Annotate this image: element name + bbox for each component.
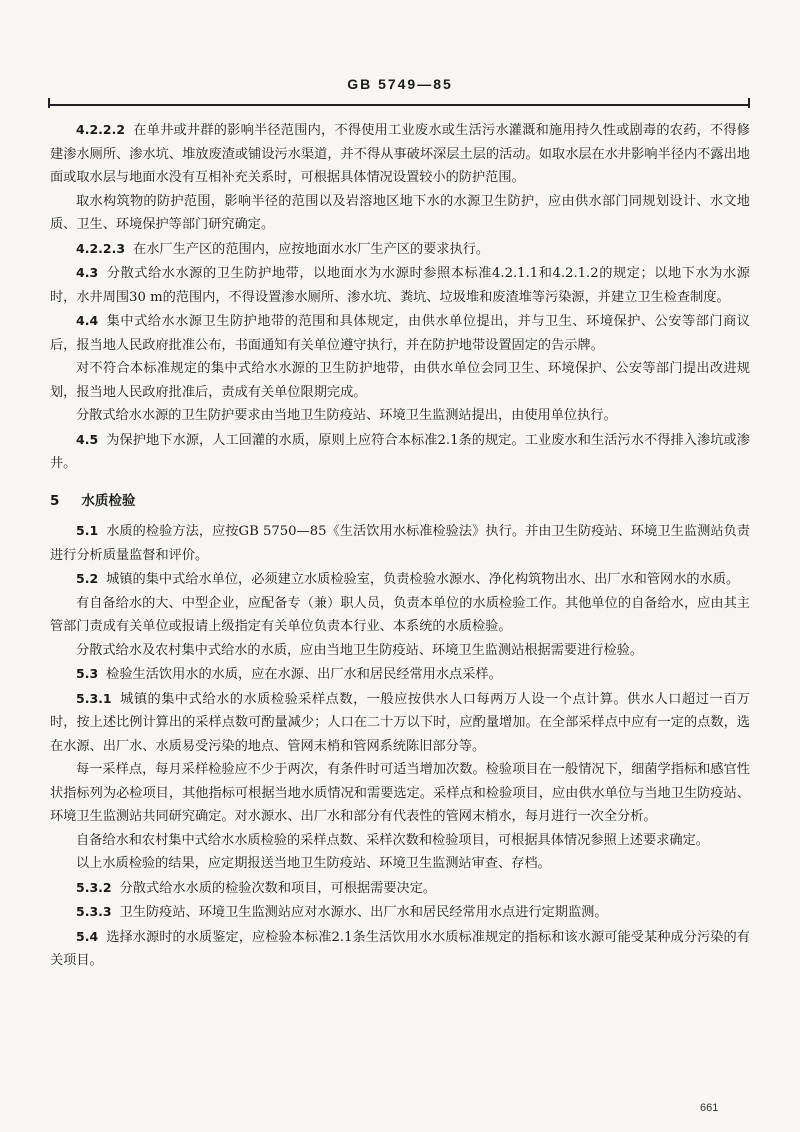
section-heading: 5 水质检验 [50, 492, 136, 509]
paragraph: 有自备给水的大、中型企业，应配备专（兼）职人员，负责本单位的水质检验工作。其他单位的自备给水，应由其主管部门责成有关单位或报请上级指定有关单位负责本行业、本系统的水质检验。 [50, 595, 750, 634]
clause-4-4: 4.4 集中式给水水源卫生防护地带的范围和具体规定，由供水单位提出，并与卫生、环境保护、公安等部门商议后，报当地人民政府批准公布，书面通知有关单位遵守执行，并在防护地带设置固定的告示牌。 [50, 313, 750, 353]
header-rule [48, 104, 750, 106]
clause-5-1: 5.1 水质的检验方法，应按GB 5750—85《生活饮用水标准检验法》执行。并由卫生防疫站、环境卫生监测站负责进行分析质量监督和评价。 [50, 523, 750, 563]
clause-5-4: 5.4 选择水源时的水质鉴定，应检验本标准2.1条生活饮用水水质标准规定的指标和该水源可能受某种成分污染的有关项目。 [50, 928, 750, 968]
header-rule-tick-right [748, 98, 750, 108]
paragraph: 每一采样点，每月采样检验应不少于两次，有条件时可适当增加次数。检验项目在一般情况下，细菌学指标和感官性状指标列为必检项目，其他指标可根据当地水质情况和需要选定。采样点和检验项目，应由供水单位与当地卫生防疫站、环境卫生监测站共同研究确定。对水源水、出厂水和部分有代表性的管网末梢水，每月进行一次全分析。 [50, 762, 750, 824]
clause-5-3-3: 5.3.3 卫生防疫站、环境卫生监测站应对水源水、出厂水和居民经常用水点进行定期监测。 [76, 904, 608, 920]
clause-4-3: 4.3 分散式给水水源的卫生防护地带，以地面水为水源时参照本标准4.2.1.1和4.2.1.2的规定；以地下水为水源时，水井周围30 m的范围内，不得设置渗水厕所、渗水坑、粪坑、垃圾堆和废渣堆等污染源，并建立卫生检查制度。 [50, 265, 750, 305]
paragraph: 分散式给水水源的卫生防护要求由当地卫生防疫站、环境卫生监测站提出，由使用单位执行。 [76, 408, 617, 423]
clause-5-2: 5.2 城镇的集中式给水单位，必须建立水质检验室，负责检验水源水、净化构筑物出水、出厂水和管网水的水质。 [76, 571, 740, 587]
clause-5-3: 5.3 检验生活饮用水的水质，应在水源、出厂水和居民经常用水点采样。 [76, 666, 502, 682]
clause-4-2-2-3: 4.2.2.3 在水厂生产区的范围内，应按地面水水厂生产区的要求执行。 [76, 240, 490, 257]
page-header: GB 5749—85 [347, 76, 453, 92]
paragraph: 对不符合本标准规定的集中式给水水源的卫生防护地带，由供水单位会同卫生、环境保护、公安等部门提出改进规划，报当地人民政府批准后，责成有关单位限期完成。 [50, 361, 750, 400]
clause-5-3-2: 5.3.2 分散式给水水质的检验次数和项目，可根据需要决定。 [76, 879, 437, 896]
paragraph: 分散式给水及农村集中式给水的水质，应由当地卫生防疫站、环境卫生监测站根据需要进行检验。 [76, 642, 644, 658]
paragraph: 自备给水和农村集中式给水水质检验的采样点数、采样次数和检验项目，可根据具体情况参照上述要求确定。 [76, 832, 709, 848]
header-rule-tick-left [48, 98, 50, 108]
page-number: 661 [700, 1102, 719, 1114]
clause-4-5: 4.5 为保护地下水源，人工回灌的水质，原则上应符合本标准2.1条的规定。工业废水和生活污水不得排入渗坑或渗井。 [50, 431, 750, 471]
paragraph: 以上水质检验的结果，应定期报送当地卫生防疫站、环境卫生监测站审查、存档。 [76, 856, 551, 871]
document-body [50, 118, 750, 973]
clause-4-2-2-2: 4.2.2.2 在单井或井群的影响半径范围内，不得使用工业废水或生活污水灌溉和施用持久性或剧毒的农药，不得修建渗水厕所、渗水坑、堆放废渣或铺设污水渠道，并不得从事破坏深层土层的活动。如取水层在水井影响半径内不露出地面或取水层与地面水没有互相补充关系时，可根据具体情况设置较小的防护范围。 [50, 122, 750, 185]
clause-5-3-1: 5.3.1 城镇的集中式给水的水质检验采样点数，一般应按供水人口每两万人设一个点计算。供水人口超过一百万时，按上述比例计算出的采样点数可酌量减少；人口在二十万以下时，应酌量增加。在全部采样点中应有一定的点数，选在水源、出厂水、水质易受污染的地点、管网末梢和管网系统陈旧部分等。 [50, 690, 750, 754]
paragraph: 取水构筑物的防护范围，影响半径的范围以及岩溶地区地下水的水源卫生防护，应由供水部门同规划设计、水文地质、卫生、环境保护等部门研究确定。 [50, 193, 750, 232]
